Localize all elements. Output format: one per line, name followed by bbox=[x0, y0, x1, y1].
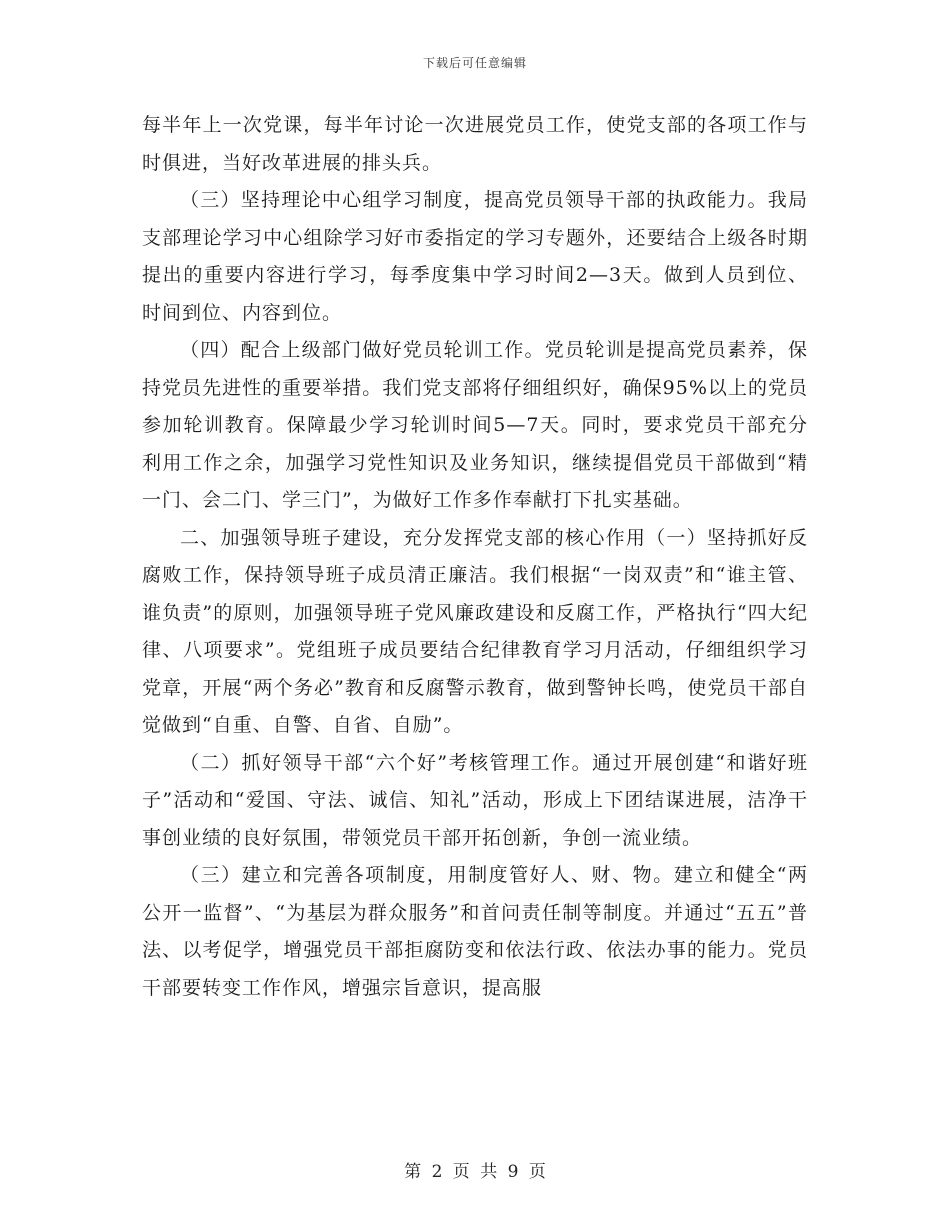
page-footer-number: 第 2 页 共 9 页 bbox=[404, 1162, 546, 1182]
paragraph: （二）抓好领导干部“六个好”考核管理工作。通过开展创建“和谐好班子”活动和“爱国、守法、诚信、知礼”活动，形成上下团结谋进展，洁净干事创业绩的良好氛围，带领党员干部开拓创新，争创一流业绩。 bbox=[142, 751, 808, 849]
document-body bbox=[142, 107, 808, 1007]
paragraph: （三）坚持理论中心组学习制度，提高党员领导干部的执政能力。我局支部理论学习中心组除学习好市委指定的学习专题外，还要结合上级各时期提出的重要内容进行学习，每季度集中学习时间2—3天。做到人员到位、时间到位、内容到位。 bbox=[142, 189, 808, 324]
paragraph: 每半年上一次党课，每半年讨论一次进展党员工作，使党支部的各项工作与时俱进，当好改革进展的排头兵。 bbox=[142, 114, 808, 174]
paragraph: （四）配合上级部门做好党员轮训工作。党员轮训是提高党员素养，保持党员先进性的重要举措。我们党支部将仔细组织好，确保95%以上的党员参加轮训教育。保障最少学习轮训时间5—7天。同时，要求党员干部充分利用工作之余，加强学习党性知识及业务知识，继续提倡党员干部做到“精一门、会二门、学三门”，为做好工作多作奉献打下扎实基础。 bbox=[142, 339, 808, 511]
paragraph: 二、加强领导班子建设，充分发挥党支部的核心作用（一）坚持抓好反腐败工作，保持领导班子成员清正廉洁。我们根据“一岗双责”和“谁主管、谁负责”的原则，加强领导班子党风廉政建设和反腐工作，严格执行“四大纪律、八项要求”。党组班子成员要结合纪律教育学习月活动，仔细组织学习党章，开展“两个务必”教育和反腐警示教育，做到警钟长鸣，使党员干部自觉做到“自重、自警、自省、自励”。 bbox=[142, 526, 808, 736]
page-header-note: 下载后可任意编辑 bbox=[422, 56, 527, 70]
paragraph: （三）建立和完善各项制度，用制度管好人、财、物。建立和健全“两公开一监督”、“为基层为群众服务”和首问责任制等制度。并通过“五五”普法、以考促学，增强党员干部拒腐防变和依法行政、依法办事的能力。党员干部要转变工作作风，增强宗旨意识，提高服 bbox=[142, 864, 808, 999]
